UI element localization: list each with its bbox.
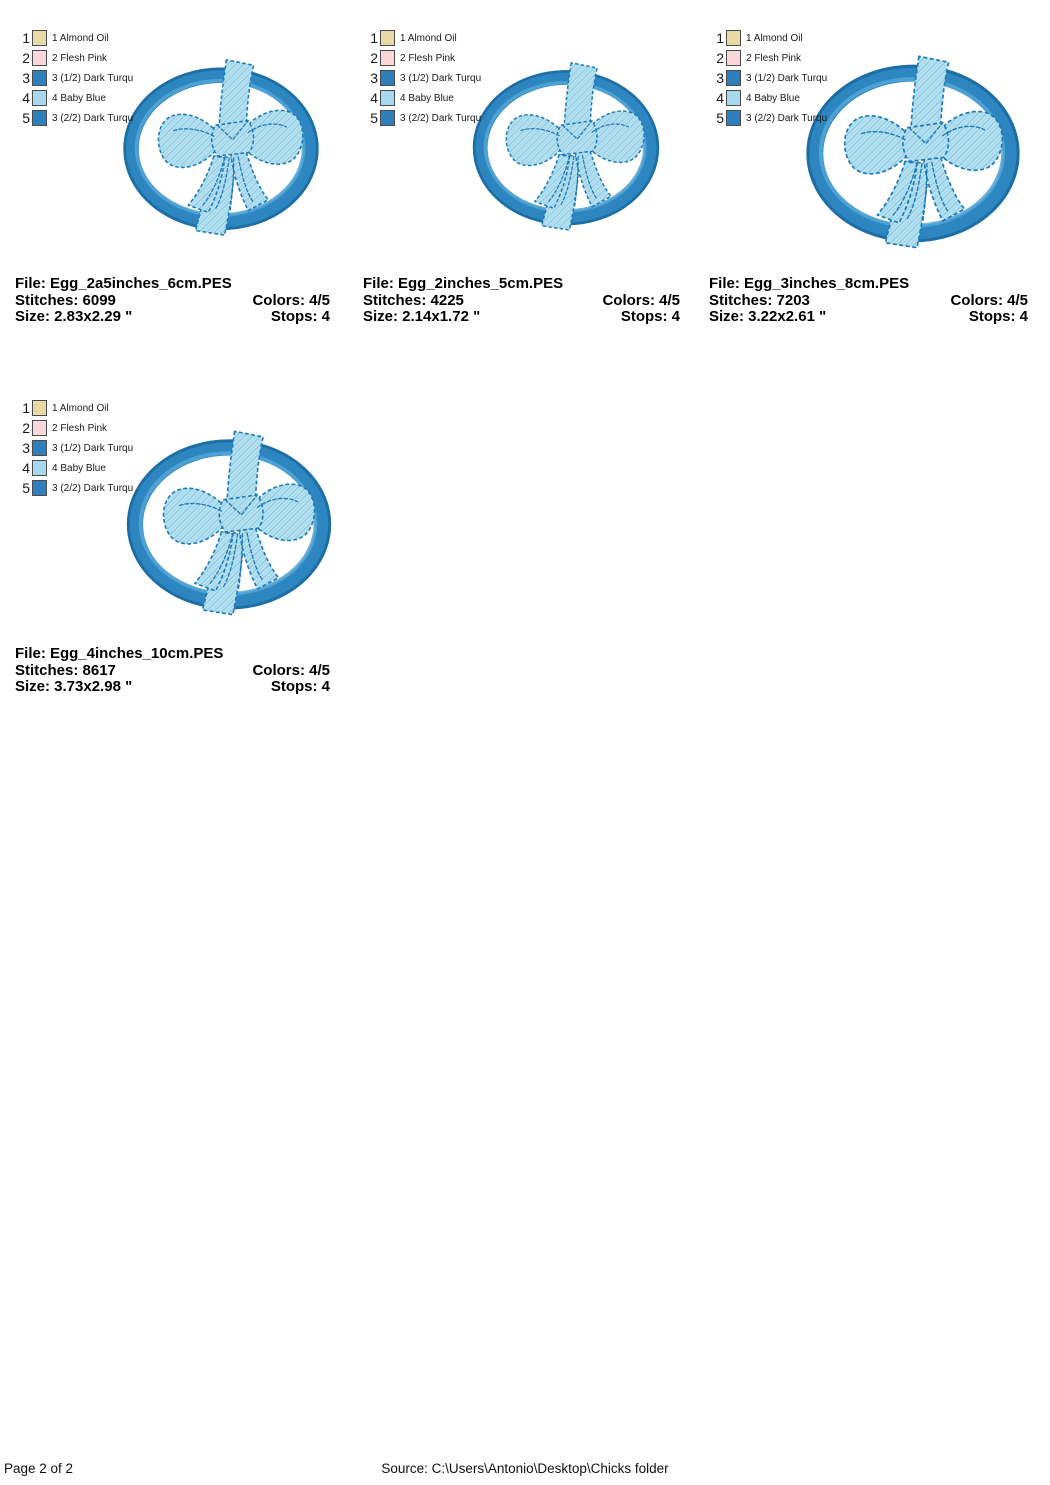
legend-row <box>363 28 481 48</box>
legend-number: 3 <box>22 70 30 86</box>
design-card-4 <box>15 398 330 733</box>
legend-number: 3 <box>22 440 30 456</box>
legend-row <box>15 478 133 498</box>
thread-color-label: 1 Almond Oil <box>746 32 803 44</box>
thread-color-label: 3 (1/2) Dark Turqu <box>52 72 134 84</box>
legend-number: 1 <box>716 30 724 46</box>
size-value: Size: 3.22x2.61 " <box>709 308 827 325</box>
page-number: Page 2 of 2 <box>4 1461 74 1476</box>
thread-color-legend <box>15 28 133 128</box>
thread-color-swatch <box>726 70 741 86</box>
source-path: Source: C:\Users\Antonio\Desktop\Chicks folder <box>381 1461 669 1476</box>
thread-color-swatch <box>32 110 47 126</box>
thread-color-swatch <box>32 30 47 46</box>
thread-color-legend <box>709 28 827 128</box>
legend-number: 4 <box>22 460 30 476</box>
size-value: Size: 3.73x2.98 " <box>15 678 133 695</box>
thread-color-swatch <box>32 400 47 416</box>
thread-color-swatch <box>32 50 47 66</box>
legend-number: 2 <box>716 50 724 66</box>
legend-row <box>363 88 481 108</box>
thread-color-label: 3 (2/2) Dark Turqu <box>52 482 134 494</box>
design-card-1 <box>15 28 330 363</box>
legend-number: 1 <box>22 30 30 46</box>
thread-color-label: 3 (2/2) Dark Turqu <box>746 112 828 124</box>
legend-number: 2 <box>22 50 30 66</box>
egg-bow-design-icon <box>462 59 670 233</box>
stops-value: Stops: 4 <box>968 308 1028 325</box>
thread-color-swatch <box>32 460 47 476</box>
size-value: Size: 2.83x2.29 " <box>15 308 133 325</box>
legend-number: 4 <box>370 90 378 106</box>
legend-row <box>363 68 481 88</box>
legend-number: 5 <box>370 110 378 126</box>
thread-color-label: 3 (1/2) Dark Turqu <box>746 72 828 84</box>
thread-color-label: 2 Flesh Pink <box>52 422 108 434</box>
egg-bow-design-icon <box>115 427 343 618</box>
thread-color-label: 2 Flesh Pink <box>400 52 456 64</box>
file-name-line: File: Egg_2a5inches_6cm.PES <box>15 275 232 292</box>
legend-number: 2 <box>22 420 30 436</box>
legend-row <box>363 48 481 68</box>
legend-row <box>709 48 827 68</box>
legend-row <box>15 418 133 438</box>
egg-bow-preview <box>794 52 1032 251</box>
thread-color-swatch <box>726 90 741 106</box>
stitches-value: Stitches: 7203 <box>709 291 810 309</box>
thread-color-label: 3 (2/2) Dark Turqu <box>52 112 134 124</box>
stops-value: Stops: 4 <box>270 308 330 325</box>
egg-bow-design-icon <box>112 56 330 238</box>
legend-number: 4 <box>22 90 30 106</box>
design-info <box>363 276 680 326</box>
thread-color-label: 3 (1/2) Dark Turqu <box>400 72 482 84</box>
thread-color-swatch <box>32 70 47 86</box>
thread-color-swatch <box>380 110 395 126</box>
thread-color-label: 3 (2/2) Dark Turqu <box>400 112 482 124</box>
thread-color-label: 1 Almond Oil <box>52 32 109 44</box>
thread-color-swatch <box>32 420 47 436</box>
legend-number: 5 <box>22 110 30 126</box>
stitches-value: Stitches: 6099 <box>15 291 116 309</box>
thread-color-swatch <box>380 50 395 66</box>
legend-number: 4 <box>716 90 724 106</box>
thread-color-label: 2 Flesh Pink <box>52 52 108 64</box>
legend-row <box>15 68 133 88</box>
stitches-value: Stitches: 8617 <box>15 661 116 679</box>
thread-color-swatch <box>380 70 395 86</box>
legend-row <box>15 438 133 458</box>
thread-color-label: 4 Baby Blue <box>52 462 106 474</box>
thread-color-swatch <box>726 30 741 46</box>
design-info <box>709 276 1028 326</box>
colors-value: Colors: 4/5 <box>252 291 330 309</box>
legend-number: 1 <box>22 400 30 416</box>
file-name-line: File: Egg_3inches_8cm.PES <box>709 275 910 292</box>
thread-color-swatch <box>380 30 395 46</box>
file-name-line: File: Egg_2inches_5cm.PES <box>363 275 564 292</box>
thread-color-legend <box>363 28 481 128</box>
thread-color-swatch <box>380 90 395 106</box>
legend-row <box>709 28 827 48</box>
colors-value: Colors: 4/5 <box>950 291 1028 309</box>
legend-row <box>709 88 827 108</box>
legend-row <box>363 108 481 128</box>
legend-number: 2 <box>370 50 378 66</box>
thread-color-swatch <box>32 90 47 106</box>
thread-color-label: 2 Flesh Pink <box>746 52 802 64</box>
legend-row <box>709 68 827 88</box>
design-card-3 <box>709 28 1028 363</box>
thread-color-legend <box>15 398 133 498</box>
stops-value: Stops: 4 <box>620 308 680 325</box>
thread-color-label: 4 Baby Blue <box>52 92 106 104</box>
thread-color-swatch <box>726 110 741 126</box>
legend-row <box>15 108 133 128</box>
stitches-value: Stitches: 4225 <box>363 291 464 309</box>
design-info <box>15 646 330 696</box>
legend-number: 3 <box>716 70 724 86</box>
thread-color-label: 4 Baby Blue <box>746 92 800 104</box>
legend-row <box>709 108 827 128</box>
legend-number: 1 <box>370 30 378 46</box>
stops-value: Stops: 4 <box>270 678 330 695</box>
legend-row <box>15 48 133 68</box>
legend-number: 5 <box>22 480 30 496</box>
legend-row <box>15 458 133 478</box>
thread-color-swatch <box>32 480 47 496</box>
thread-color-swatch <box>726 50 741 66</box>
thread-color-label: 1 Almond Oil <box>400 32 457 44</box>
file-name-line: File: Egg_4inches_10cm.PES <box>15 645 224 662</box>
legend-row <box>15 88 133 108</box>
legend-number: 5 <box>716 110 724 126</box>
design-info <box>15 276 330 326</box>
egg-bow-preview <box>462 59 670 233</box>
egg-bow-preview <box>115 427 343 618</box>
thread-color-label: 1 Almond Oil <box>52 402 109 414</box>
egg-bow-preview <box>112 56 330 238</box>
thread-color-label: 4 Baby Blue <box>400 92 454 104</box>
legend-row <box>15 398 133 418</box>
thread-color-label: 3 (1/2) Dark Turqu <box>52 442 134 454</box>
egg-bow-design-icon <box>794 52 1032 251</box>
thread-color-swatch <box>32 440 47 456</box>
legend-row <box>15 28 133 48</box>
legend-number: 3 <box>370 70 378 86</box>
colors-value: Colors: 4/5 <box>252 661 330 679</box>
design-card-2 <box>363 28 680 363</box>
size-value: Size: 2.14x1.72 " <box>363 308 481 325</box>
colors-value: Colors: 4/5 <box>602 291 680 309</box>
